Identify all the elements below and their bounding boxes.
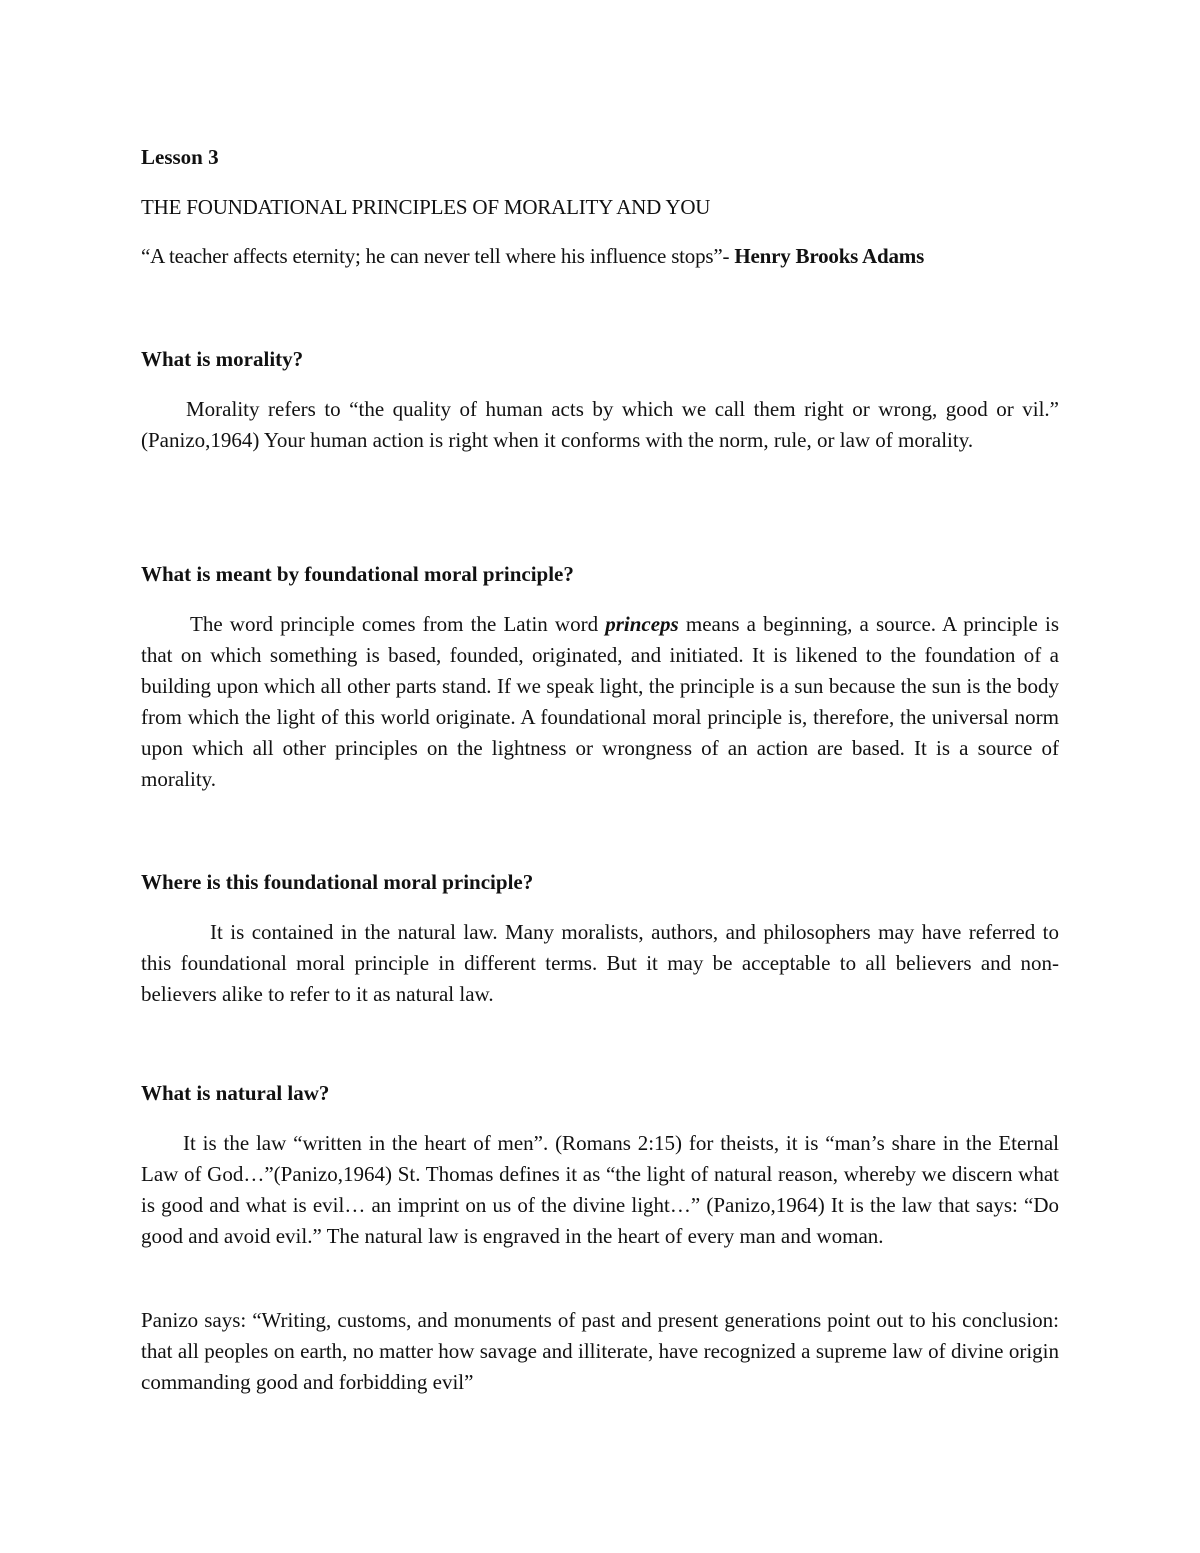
paragraph-text-after: means a beginning, a source. A principle is that on which something is based, founded, originated, and initiated. It is likened to the foundation of a building upon which all other parts stand. If we speak light, the principle is a sun because the sun is the body from which the light of this world originate. A foundational moral principle is, therefore, the universal norm upon which all other principles on the lightness or wrongness of an action are based. It is a source of morality. (141, 612, 1059, 791)
document-title: THE FOUNDATIONAL PRINCIPLES OF MORALITY AND YOU (141, 195, 711, 219)
section-paragraph-morality: Morality refers to “the quality of human acts by which we call them right or wrong, good or vil.” (Panizo,1964) Your human action is right when it conforms with the norm, rule, or law of morality. (141, 397, 1059, 452)
section-paragraph-panizo-quote: Panizo says: “Writing, customs, and monuments of past and present generations point out to his conclusion: that all peoples on earth, no matter how savage and illiterate, have recognized a supreme law of divine origin commanding good and forbidding evil” (141, 1308, 1059, 1394)
section-heading-natural-law: What is natural law? (141, 1081, 330, 1105)
epigraph-quote (141, 244, 1059, 269)
lesson-label: Lesson 3 (141, 145, 219, 169)
quote-author: Henry Brooks Adams (734, 244, 925, 268)
section-heading-foundational-principle: What is meant by foundational moral principle? (141, 562, 574, 586)
section-heading-morality: What is morality? (141, 347, 304, 371)
section-heading-where-principle: Where is this foundational moral principle? (141, 870, 534, 894)
section-paragraph-natural-law: It is the law “written in the heart of men”. (Romans 2:15) for theists, it is “man’s share in the Eternal Law of God…”(Panizo,1964) St. Thomas defines it as “the light of natural reason, whereby we discern what is good and what is evil… an imprint on us of the divine light…” (Panizo,1964) It is the law that says: “Do good and avoid evil.” The natural law is engraved in the heart of every man and woman. (141, 1131, 1059, 1248)
section-paragraph-where-principle: It is contained in the natural law. Many moralists, authors, and philosophers may have referred to this foundational moral principle in different terms. But it may be acceptable to all believers and non-believers alike to refer to it as natural law. (141, 920, 1059, 1006)
latin-term-princeps: princeps (605, 612, 679, 636)
quote-text: “A teacher affects eternity; he can never tell where his influence stops”- (141, 244, 735, 268)
section-paragraph-foundational-principle (141, 609, 1059, 795)
paragraph-text-before: The word principle comes from the Latin word (190, 612, 606, 636)
